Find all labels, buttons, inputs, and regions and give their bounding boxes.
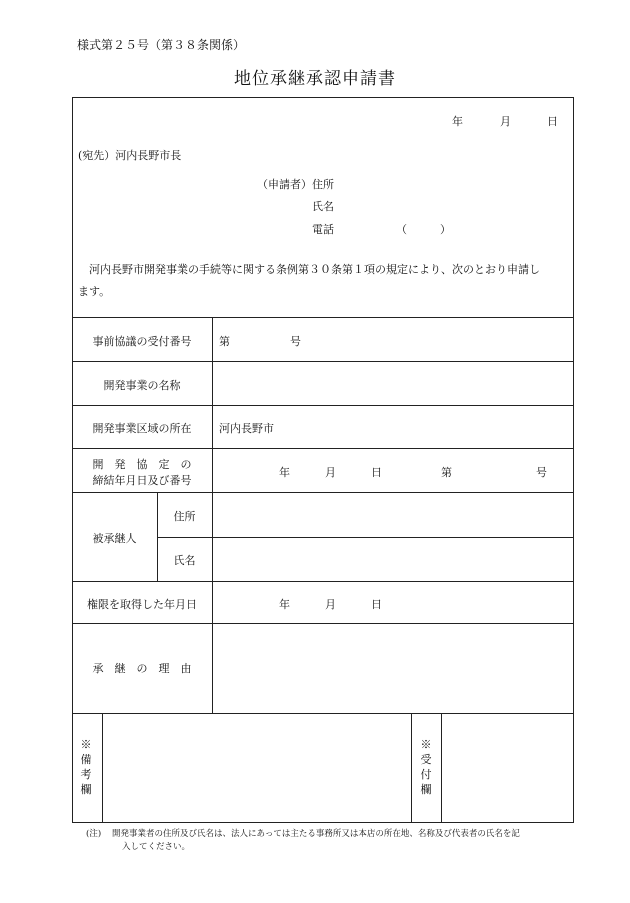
area-location-label: 開発事業区域の所在 [92,422,192,435]
column-divider [441,713,442,822]
row-divider [72,492,574,493]
frame-bottom-border [72,822,574,823]
column-divider [411,713,412,822]
reception-label: ※受付欄 [420,738,432,796]
prior-consultation-label: 事前協議の受付番号 [92,335,192,348]
prior-consultation-dai: 第 [219,335,230,348]
reason-label: 承 継 の 理 由 [92,662,192,675]
note-line-2: 入してください。 [122,842,191,852]
frame-top-border [72,97,574,98]
remarks-label: ※備考欄 [80,738,92,796]
project-name-label: 開発事業の名称 [103,379,181,392]
agreement-month-label: 月 [325,466,336,479]
date-day-label: 日 [547,115,558,128]
prior-consultation-go: 号 [290,335,301,348]
applicant-phone-label: 電話 [312,223,334,236]
agreement-label-line2: 締結年月日及び番号 [92,474,192,487]
predecessor-label: 被承継人 [92,532,137,545]
acquired-date-label: 権限を取得した年月日 [87,598,197,611]
row-divider [72,713,574,714]
predecessor-name-label: 氏名 [173,554,196,567]
acquired-month-label: 月 [325,598,336,611]
addressee: (宛先）河内長野市長 [78,149,182,162]
row-divider [157,537,574,538]
agreement-day-label: 日 [371,466,382,479]
note-mark: (注) [86,829,102,839]
row-divider [72,581,574,582]
predecessor-address-label: 住所 [173,510,196,523]
column-divider [212,317,213,713]
row-divider [72,317,574,318]
agreement-label-line1: 開 発 協 定 の [92,458,192,471]
row-divider [72,405,574,406]
acquired-day-label: 日 [371,598,382,611]
agreement-go: 号 [536,466,547,479]
agreement-dai: 第 [441,466,452,479]
row-divider [72,448,574,449]
agreement-year-label: 年 [279,466,290,479]
row-divider [72,623,574,624]
statement-line-1: 河内長野市開発事業の手続等に関する条例第３０条第１項の規定により、次のとおり申請し [89,263,540,276]
column-divider [102,713,103,822]
page-title: 地位承継承認申請書 [234,69,396,89]
applicant-name-label: 氏名 [312,200,334,213]
date-month-label: 月 [500,115,511,128]
applicant-address-label: （申請者）住所 [257,178,334,191]
acquired-year-label: 年 [279,598,290,611]
applicant-phone-paren: （ ） [396,223,451,236]
statement-line-2: ます。 [78,285,111,298]
form-number: 様式第２５号（第３８条関係） [77,38,246,52]
area-location-value: 河内長野市 [219,422,274,435]
row-divider [72,361,574,362]
date-year-label: 年 [452,115,463,128]
frame-right-border [573,97,574,823]
note-line-1: 開発事業者の住所及び氏名は、法人にあっては主たる事務所又は本店の所在地、名称及び代表者の氏名を記 [112,829,520,839]
